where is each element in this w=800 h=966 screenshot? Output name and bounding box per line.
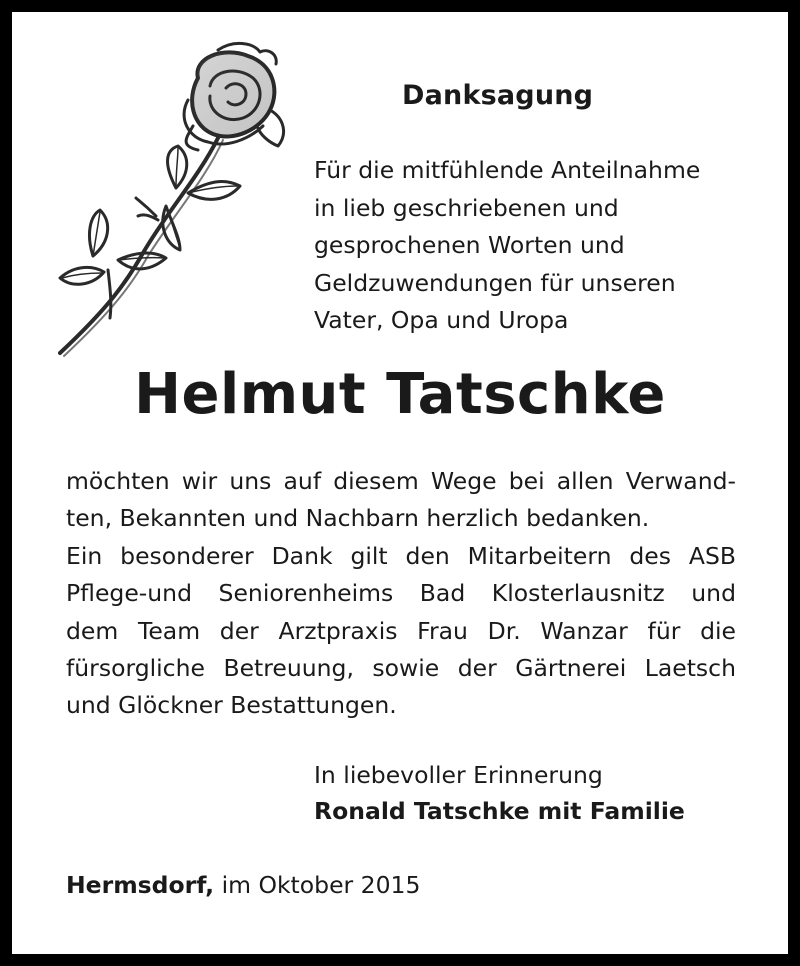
- rose-icon: [48, 38, 298, 360]
- thanks-body: [66, 463, 736, 725]
- body-line: fürsorgliche Betreuung, sowie der Gärtnerei Laetsch: [66, 654, 736, 683]
- intro-text: [314, 152, 700, 340]
- signature: Ronald Tatschke mit Familie: [314, 797, 685, 825]
- intro-line: Für die mitfühlende Anteilnahme: [314, 156, 701, 184]
- intro-line: Vater, Opa und Uropa: [314, 306, 569, 334]
- body-line: möchten wir uns auf diesem Wege bei allen Verwand-: [66, 467, 736, 495]
- place-name: Hermsdorf,: [66, 871, 215, 899]
- place-date: [66, 871, 420, 899]
- date-text: im Oktober 2015: [214, 871, 421, 899]
- intro-line: Geldzuwendungen für unseren: [314, 268, 676, 297]
- intro-line: in lieb geschriebenen und: [314, 193, 619, 222]
- body-line: Ein besonderer Dank gilt den Mitarbeitern des ASB: [66, 541, 736, 570]
- closing-block: [314, 757, 685, 829]
- memory-line: In liebevoller Erinnerung: [314, 761, 603, 789]
- intro-line: gesprochenen Worten und: [314, 231, 625, 259]
- deceased-name: Helmut Tatschke: [134, 362, 666, 427]
- body-line: dem Team der Arztpraxis Frau Dr. Wanzar für die: [66, 616, 736, 645]
- body-line: Pflege-und Seniorenheims Bad Klosterlausnitz und: [66, 579, 736, 608]
- notice-heading: Danksagung: [402, 80, 594, 111]
- body-line: ten, Bekannten und Nachbarn herzlich bedanken.: [66, 504, 650, 533]
- body-line: und Glöckner Bestattungen.: [66, 691, 397, 720]
